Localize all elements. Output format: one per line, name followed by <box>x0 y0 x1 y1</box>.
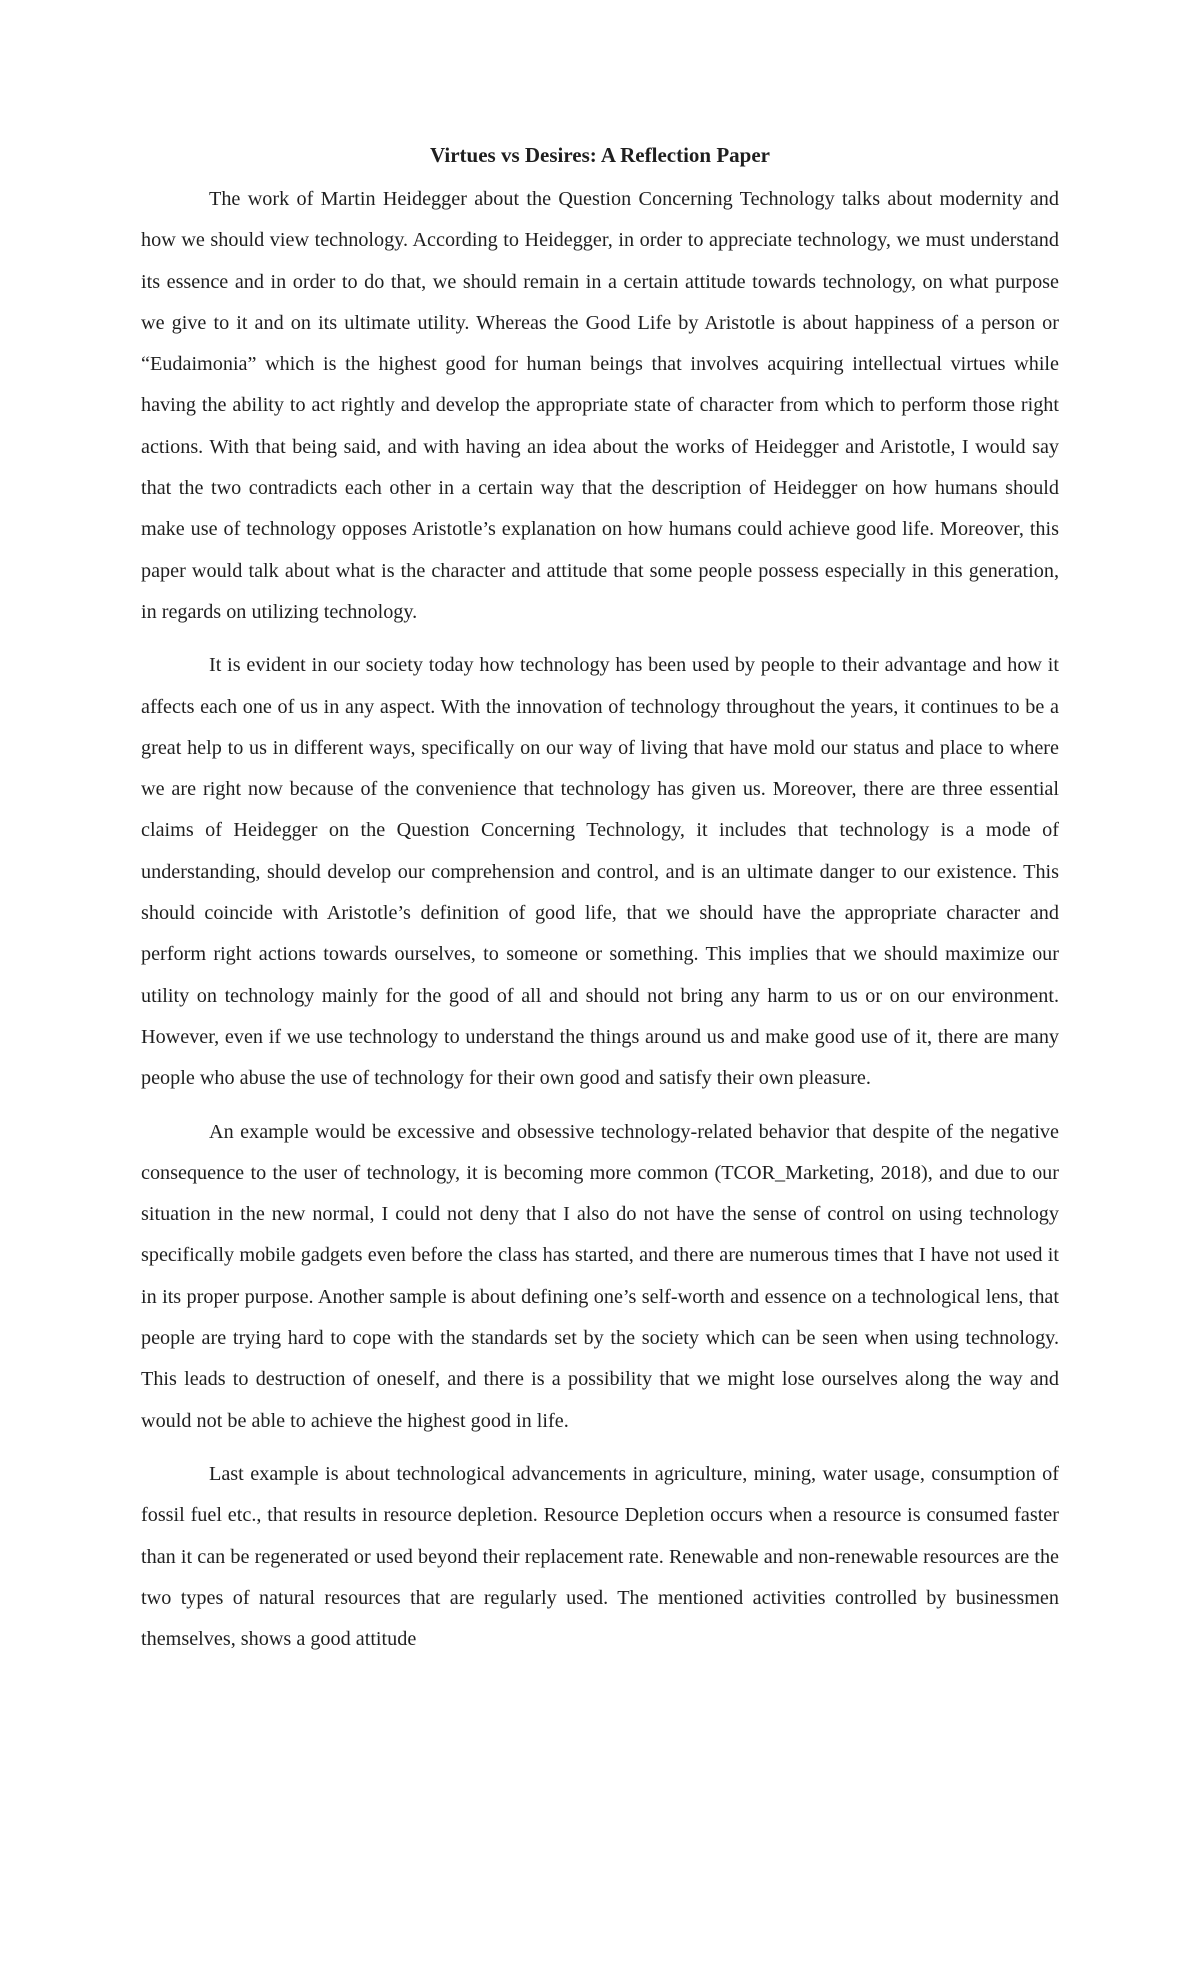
paragraph-3: An example would be excessive and obsessive technology-related behavior that despite of the negative consequence to the user of technology, it is becoming more common (TCOR_Marketing, 2018), and due to our situation in the new normal, I could not deny that I also do not have the sense of control on using technology specifically mobile gadgets even before the class has started, and there are numerous times that I have not used it in its proper purpose. Another sample is about defining one’s self-worth and essence on a technological lens, that people are trying hard to cope with the standards set by the society which can be seen when using technology. This leads to destruction of oneself, and there is a possibility that we might lose ourselves along the way and would not be able to achieve the highest good in life. <box>141 1120 1059 1432</box>
page-title: Virtues vs Desires: A Reflection Paper <box>429 143 770 167</box>
paragraph-2: It is evident in our society today how technology has been used by people to their advantage and how it affects each one of us in any aspect. With the innovation of technology throughout the years, it continues to be a great help to us in different ways, specifically on our way of living that have mold our status and place to where we are right now because of the convenience that technology has given us. Moreover, there are three essential claims of Heidegger on the Question Concerning Technology, it includes that technology is a mode of understanding, should develop our comprehension and control, and is an ultimate danger to our existence. This should coincide with Aristotle’s definition of good life, that we should have the appropriate character and perform right actions towards ourselves, to someone or something. This implies that we should maximize our utility on technology mainly for the good of all and should not bring any harm to us or on our environment. However, even if we use technology to understand the things around us and make good use of it, there are many people who abuse the use of technology for their own good and satisfy their own pleasure. <box>141 654 1059 1090</box>
paragraph-1: The work of Martin Heidegger about the Question Concerning Technology talks about modernity and how we should view technology. According to Heidegger, in order to appreciate technology, we must understand its essence and in order to do that, we should remain in a certain attitude towards technology, on what purpose we give to it and on its ultimate utility. Whereas the Good Life by Aristotle is about happiness of a person or “Eudaimonia” which is the highest good for human beings that involves acquiring intellectual virtues while having the ability to act rightly and develop the appropriate state of character from which to perform those right actions. With that being said, and with having an idea about the works of Heidegger and Aristotle, I would say that the two contradicts each other in a certain way that the description of Heidegger on how humans should make use of technology opposes Aristotle’s explanation on how humans could achieve good life. Moreover, this paper would talk about what is the character and attitude that some people possess especially in this generation, in regards on utilizing technology. <box>141 188 1059 623</box>
paragraph-4: Last example is about technological advancements in agriculture, mining, water usage, consumption of fossil fuel etc., that results in resource depletion. Resource Depletion occurs when a resource is consumed faster than it can be regenerated or used beyond their replacement rate. Renewable and non-renewable resources are the two types of natural resources that are regularly used. The mentioned activities controlled by businessmen themselves, shows a good attitude <box>141 1462 1059 1651</box>
